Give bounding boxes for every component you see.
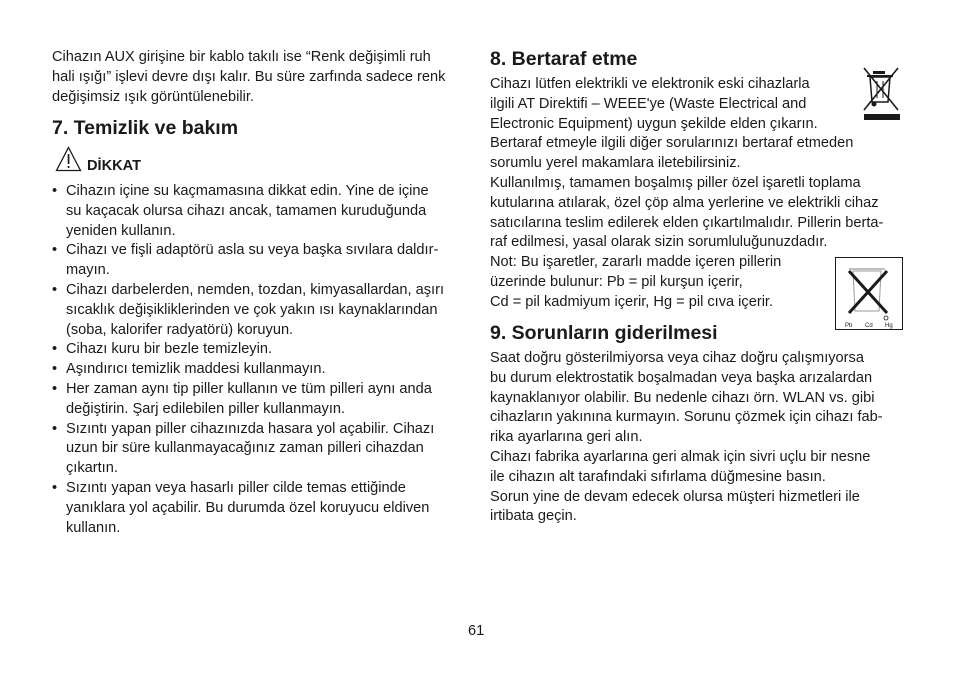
section-9-text-line: bu durum elektrostatik boşalmadan veya başka arızalardan <box>490 369 873 386</box>
section-8-text-line: Cd = pil kadmiyum içerir, Hg = pil cıva içerir. <box>490 294 774 310</box>
bullet-text-line: su kaçacak olursa cihazı ancak, tamamen kuruduğunda <box>66 202 427 219</box>
bullet-marker: • <box>52 480 58 496</box>
bullet-marker: • <box>52 341 58 358</box>
bullet-marker: • <box>52 420 58 437</box>
page-number: 61 <box>468 623 485 639</box>
section-8-heading: 8. Bertaraf etme <box>490 48 638 70</box>
bullet-text-line: sıcaklık değişikliklerinden ve çok yakın ısı kaynaklarından <box>66 301 438 318</box>
battery-label-pb: Pb <box>845 323 853 329</box>
section-9-heading: 9. Sorunların giderilmesi <box>490 322 718 344</box>
battery-disposal-icon <box>835 257 903 330</box>
bullet-text-line: Cihazı ve fişli adaptörü asla su veya başka sıvılara daldır- <box>66 242 439 259</box>
section-9-text-line: Cihazı fabrika ayarlarına geri almak için sivri uçlu bir nesne <box>490 449 871 465</box>
battery-label-cd: Cd <box>865 323 873 329</box>
section-8-text-line: sorumlu yerel makamlara iletebilirsiniz. <box>490 155 741 171</box>
section-9-text-line: Sorun yine de devam edecek olursa müşteri hizmetleri ile <box>490 488 860 505</box>
intro-line: Cihazın AUX girişine bir kablo takılı ise “Renk değişimli ruh <box>52 49 431 65</box>
warning-triangle-icon <box>55 146 82 172</box>
battery-label-hg: Hg <box>885 323 893 329</box>
section-9-text-line: kaynaklanıyor olabilir. Bu nedenle cihazı örn. WLAN vs. gibi <box>490 389 875 406</box>
section-9-text-line: ile cihazın alt tarafındaki sıfırlama düğmesine basın. <box>490 468 826 485</box>
section-8-text-line: Cihazı lütfen elektrikli ve elektronik eski cihazlarla <box>490 76 810 92</box>
bullet-marker: • <box>52 381 58 397</box>
section-8-text-line: üzerinde bulunur: Pb = pil kurşun içerir, <box>490 274 743 290</box>
bullet-text-line: (soba, kalorifer radyatörü) koruyun. <box>66 321 294 338</box>
bullet-text-line: mayın. <box>66 262 110 279</box>
weee-crossed-bin-icon <box>863 66 901 121</box>
bullet-text-line: Sızıntı yapan veya hasarlı piller cilde temas ettiğinde <box>66 480 406 496</box>
bullet-text-line: yanıklara yol açabilir. Bu durumda özel koruyucu eldiven <box>66 499 430 516</box>
bullet-marker: • <box>52 361 58 378</box>
bullet-text-line: Aşındırıcı temizlik maddesi kullanmayın. <box>66 361 326 378</box>
section-8-text-line: Bertaraf etmeyle ilgili diğer sorularınızı bertaraf etmeden <box>490 135 854 151</box>
intro-line: değişimsiz ışık görüntülenebilir. <box>52 89 254 105</box>
bullet-text-line: yeniden kullanın. <box>66 222 176 239</box>
section-9-text-line: rika ayarlarına geri alın. <box>490 429 643 446</box>
section-9-text-line: irtibata geçin. <box>490 508 577 525</box>
bullet-text-line: uzun bir süre kullanmayacağınız zaman pilleri cihazdan <box>66 440 424 457</box>
section-8-text-line: ilgili AT Direktifi – WEEE'ye (Waste Electrical and <box>490 96 807 112</box>
intro-line: hali ışığı” işlevi devre dışı kalır. Bu süre zarfında sadece renk <box>52 69 446 85</box>
section-9-text-line: cihazların yakınına kurmayın. Sorunu çözmek için cihazı fab- <box>490 409 883 426</box>
warning-label: DİKKAT <box>87 158 142 174</box>
section-8-text-line: Electronic Equipment) uygun şekilde elden çıkarın. <box>490 116 818 132</box>
section-8-text-line: raf edilmesi, yasal olarak sizin sorumluluğunuzdadır. <box>490 234 828 250</box>
bullet-text-line: Cihazı kuru bir bezle temizleyin. <box>66 341 273 358</box>
bullet-marker: • <box>52 183 58 199</box>
section-8-text-line: satıcılarına teslim edilerek elden çıkartılmalıdır. Pillerin berta- <box>490 215 884 231</box>
section-8-text-line: Kullanılmış, tamamen boşalmış piller özel işaretli toplama <box>490 175 861 191</box>
bullet-text-line: çıkartın. <box>66 460 118 477</box>
bullet-text-line: Cihazı darbelerden, nemden, tozdan, kimyasallardan, aşırı <box>66 282 445 298</box>
bullet-text-line: kullanın. <box>66 519 121 536</box>
bullet-text-line: Cihazın içine su kaçmamasına dikkat edin. Yine de içine <box>66 183 429 199</box>
section-9-text-line: Saat doğru gösterilmiyorsa veya cihaz doğru çalışmıyorsa <box>490 350 864 366</box>
section-8-text-line: kutularına atılarak, özel çöp alma yerlerine ve elektrikli cihaz <box>490 195 879 211</box>
section-8-text-line: Not: Bu işaretler, zararlı madde içeren pillerin <box>490 254 782 270</box>
bullet-text-line: değiştirin. Şarj edilebilen piller kullanmayın. <box>66 400 346 417</box>
bullet-marker: • <box>52 242 58 259</box>
section-7-heading: 7. Temizlik ve bakım <box>52 117 239 139</box>
bullet-marker: • <box>52 282 58 298</box>
bullet-text-line: Sızıntı yapan piller cihazınızda hasara yol açabilir. Cihazı <box>66 420 435 437</box>
bullet-text-line: Her zaman aynı tip piller kullanın ve tüm pilleri aynı anda <box>66 381 432 397</box>
